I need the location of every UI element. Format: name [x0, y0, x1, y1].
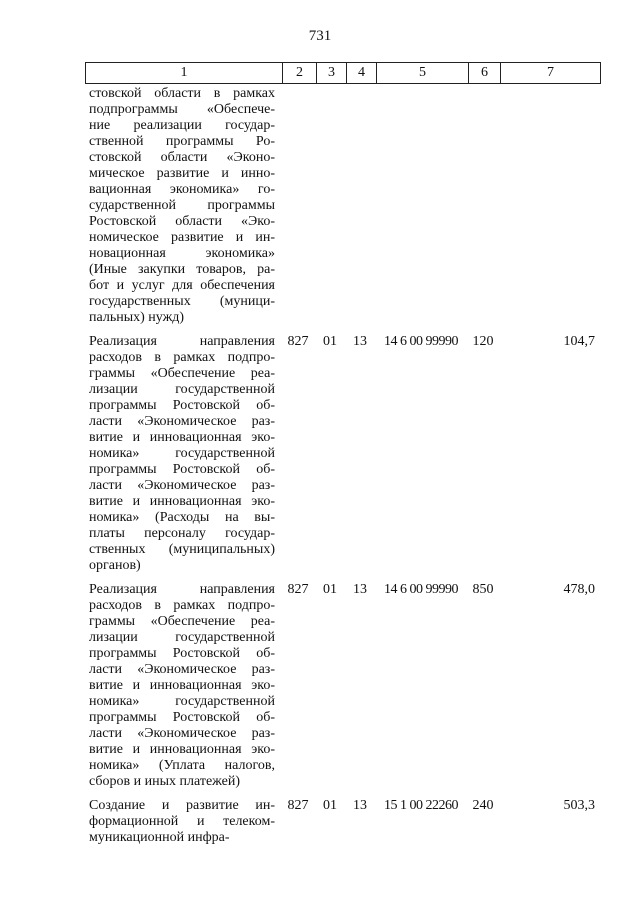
description-line: номика» (Расходы на вы-: [89, 510, 275, 525]
description-line: пальных) нужд): [89, 310, 185, 325]
cell-col6: 850: [472, 582, 494, 597]
row-description: [85, 582, 281, 790]
cell-col4: 13: [353, 582, 367, 597]
description-line: ласти «Экономическое раз-: [89, 662, 275, 677]
cell-col2: 827: [287, 798, 309, 813]
description-line: номическое развитие и ин-: [89, 230, 275, 245]
row-description: [85, 334, 281, 574]
page-number: 731: [308, 28, 332, 44]
description-line: номика» государственной: [89, 446, 275, 461]
description-line: государственных (муници-: [89, 294, 275, 309]
cell-col2: [281, 86, 315, 326]
description-line: ласти «Экономическое раз-: [89, 478, 275, 493]
table-row: [85, 798, 599, 846]
description-line: номика» (Уплата налогов,: [89, 758, 275, 773]
description-line: ственной программы Ро-: [89, 134, 275, 149]
cell-col3: 01: [323, 798, 337, 813]
table-row: [85, 86, 599, 326]
table-row: [85, 582, 599, 790]
table-row: [85, 334, 599, 574]
description-line: витие и инновационная эко-: [89, 742, 275, 757]
description-line: ласти «Экономическое раз-: [89, 414, 275, 429]
row-description: [85, 86, 281, 326]
header-col-2: 2: [282, 63, 316, 83]
description-line: платы персоналу государ-: [89, 526, 275, 541]
description-line: подпрограммы «Обеспече-: [89, 102, 275, 117]
cell-col5: 14 6 00 99990: [384, 334, 458, 349]
description-line: Создание и развитие ин-: [89, 798, 275, 813]
description-line: формационной и телеком-: [89, 814, 275, 829]
description-line: расходов в рамках подпро-: [89, 350, 275, 365]
table-body: [85, 86, 599, 854]
description-line: ние реализации государ-: [89, 118, 275, 133]
description-line: лизации государственной: [89, 382, 275, 397]
description-line: стовской области в рамках: [89, 86, 275, 101]
cell-col4: 13: [353, 334, 367, 349]
cell-col4: 13: [353, 798, 367, 813]
cell-col6: 120: [472, 334, 494, 349]
description-line: программы Ростовской об-: [89, 710, 275, 725]
header-col-7: 7: [500, 63, 600, 83]
header-col-4: 4: [346, 63, 376, 83]
cell-col5: [375, 86, 467, 326]
description-line: Реализация направления: [89, 334, 275, 349]
cell-col7: 503,3: [563, 798, 595, 813]
cell-col7: [499, 86, 599, 326]
cell-col3: [315, 86, 345, 326]
table-header: [85, 62, 601, 84]
description-line: органов): [89, 558, 141, 573]
cell-col2: 827: [287, 334, 309, 349]
description-line: сударственной программы: [89, 198, 275, 213]
description-line: граммы «Обеспечение реа-: [89, 614, 275, 629]
description-line: граммы «Обеспечение реа-: [89, 366, 275, 381]
description-line: программы Ростовской об-: [89, 646, 275, 661]
header-col-5: 5: [376, 63, 468, 83]
cell-col6: 240: [472, 798, 494, 813]
cell-col7: 478,0: [563, 582, 595, 597]
description-line: витие и инновационная эко-: [89, 678, 275, 693]
header-col-1: 1: [180, 65, 188, 80]
description-line: мическое развитие и инно-: [89, 166, 275, 181]
cell-col6: [467, 86, 499, 326]
description-line: муникационной инфра-: [89, 830, 230, 845]
description-line: расходов в рамках подпро-: [89, 598, 275, 613]
description-line: ственных (муниципальных): [89, 542, 275, 557]
description-line: вационная экономика» го-: [89, 182, 275, 197]
description-line: витие и инновационная эко-: [89, 430, 275, 445]
description-line: Ростовской области «Эко-: [89, 214, 275, 229]
row-description: [85, 798, 281, 846]
description-line: Реализация направления: [89, 582, 275, 597]
description-line: номика» государственной: [89, 694, 275, 709]
description-line: стовской области «Эконо-: [89, 150, 275, 165]
cell-col3: 01: [323, 582, 337, 597]
description-line: лизации государственной: [89, 630, 275, 645]
cell-col5: 14 6 00 99990: [384, 582, 458, 597]
header-col-3: 3: [316, 63, 346, 83]
description-line: программы Ростовской об-: [89, 462, 275, 477]
description-line: бот и услуг для обеспечения: [89, 278, 275, 293]
description-line: сборов и иных платежей): [89, 774, 241, 789]
cell-col3: 01: [323, 334, 337, 349]
description-line: (Иные закупки товаров, ра-: [89, 262, 275, 277]
cell-col4: [345, 86, 375, 326]
description-line: программы Ростовской об-: [89, 398, 275, 413]
cell-col2: 827: [287, 582, 309, 597]
description-line: ласти «Экономическое раз-: [89, 726, 275, 741]
header-col-6: 6: [468, 63, 500, 83]
description-line: витие и инновационная эко-: [89, 494, 275, 509]
cell-col5: 15 1 00 22260: [384, 798, 458, 813]
description-line: новационная экономика»: [89, 246, 275, 261]
cell-col7: 104,7: [563, 334, 595, 349]
